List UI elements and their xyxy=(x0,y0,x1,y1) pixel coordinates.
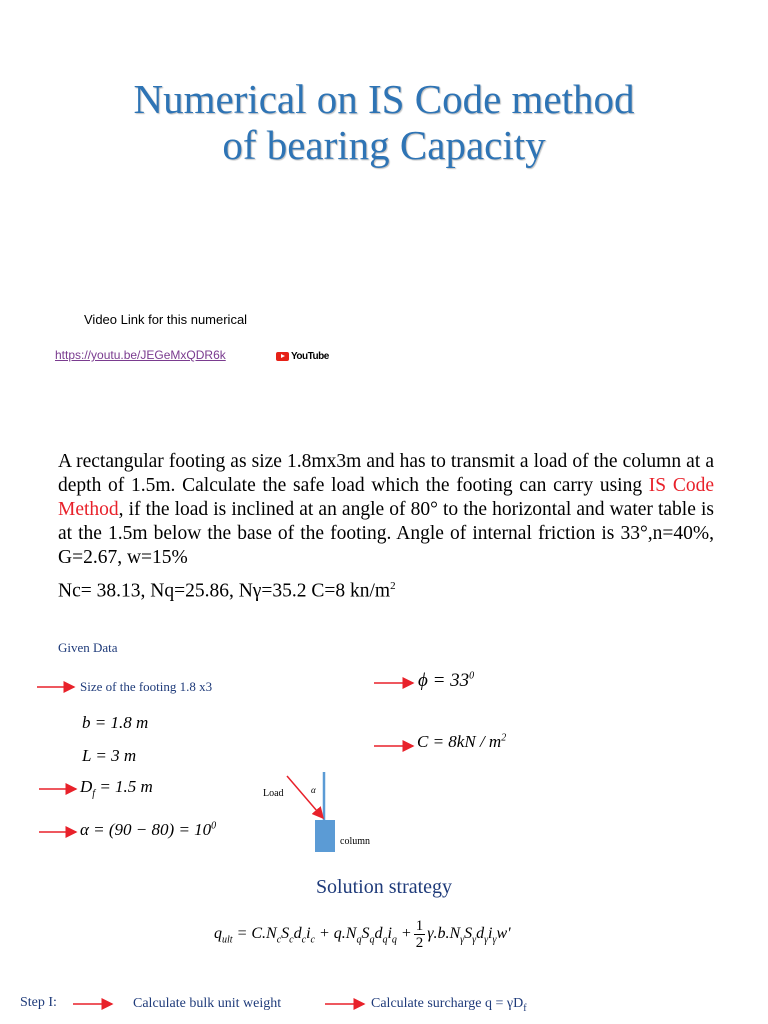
page-title xyxy=(0,76,768,168)
title-line-2: of bearing Capacity xyxy=(222,122,546,168)
alpha-value xyxy=(80,820,216,840)
arrow-icon xyxy=(38,783,78,795)
C-sup: 2 xyxy=(501,732,507,744)
step-2-text xyxy=(371,996,527,1014)
footing-size: Size of the footing 1.8 x3 xyxy=(80,679,213,694)
step-2-main: Calculate surcharge q = γD xyxy=(371,996,524,1011)
coefficients-text: Nc= 38.13, Nq=25.86, Nγ=35.2 C=8 kn/m xyxy=(58,580,391,602)
coefficients xyxy=(58,580,396,603)
phi-text: ϕ = 33 xyxy=(418,670,470,691)
b-value: b = 1.8 m xyxy=(82,713,149,732)
given-data-heading: Given Data xyxy=(58,640,118,655)
arrow-icon xyxy=(373,677,415,689)
C-value xyxy=(417,732,506,752)
eq-frac-num: 1 xyxy=(415,918,424,934)
Df-symbol: D xyxy=(80,777,93,796)
column-block xyxy=(315,820,335,852)
problem-part-2: , if the load is inclined at an angle of 80° to the horizontal and water table is at the 1.5m below the base of the footing. Angle of internal friction is 33°,n=40%, G=2.67, w=15% xyxy=(58,499,714,568)
inclined-load-arrow xyxy=(287,776,323,818)
arrow-icon xyxy=(72,998,114,1010)
video-label: Video Link for this numerical xyxy=(84,312,248,327)
video-link[interactable]: https://youtu.be/JEGeMxQDR6k xyxy=(55,348,226,362)
alpha-text: α = (90 − 80) = 10 xyxy=(80,820,212,839)
solution-heading: Solution strategy xyxy=(315,876,453,898)
eq-end: w' xyxy=(496,925,511,943)
arrow-icon xyxy=(36,681,76,693)
problem-part-1: A rectangular footing as size 1.8mx3m and has to transmit a load of the column at a depth of 1.5m. Calculate the safe load which the footing can carry using xyxy=(58,451,714,496)
column-label: column xyxy=(340,836,370,847)
Df-subscript: f xyxy=(92,788,96,800)
L-value: L = 3 m xyxy=(82,746,137,765)
coefficients-sup: 2 xyxy=(390,580,396,592)
alpha-sup: 0 xyxy=(211,820,217,832)
eq-fraction xyxy=(414,918,426,951)
C-text: C = 8kN / m xyxy=(417,732,502,751)
Df-value xyxy=(80,777,153,799)
youtube-play-icon xyxy=(276,352,289,361)
eq-ult-sub: ult xyxy=(222,934,233,946)
youtube-logo[interactable] xyxy=(276,351,329,362)
title-line-1: Numerical on IS Code method xyxy=(133,76,635,122)
youtube-brand-text: YouTube xyxy=(291,351,329,362)
load-label: Load xyxy=(263,788,284,799)
problem-highlight: IS Code Method xyxy=(58,475,715,520)
step-1-text: Calculate bulk unit weight xyxy=(133,996,282,1011)
bearing-capacity-equation: $q_{ult} = C.N_cS_cd_ci_c + q.N_qS_qd_qi_q$ + $\frac{1}{2}$ $\gamma.b.N_\gamma S_\gamma d_\gamma i_\gamma w'$ xyxy=(214,918,511,951)
eq-part-3: γ.b.N xyxy=(427,925,461,943)
step-2-sub: f xyxy=(523,1002,527,1014)
arrow-icon xyxy=(373,740,415,752)
arrow-icon xyxy=(38,826,78,838)
arrow-icon xyxy=(324,998,366,1010)
alpha-label: α xyxy=(311,785,316,795)
problem-statement xyxy=(58,450,714,570)
eq-part-1: = C.N xyxy=(232,925,277,943)
Df-rhs: = 1.5 m xyxy=(95,777,153,796)
phi-value xyxy=(418,670,474,692)
step-label: Step I: xyxy=(20,995,57,1010)
eq-q: q xyxy=(214,925,222,943)
eq-part-2: + q.N xyxy=(314,925,357,943)
eq-frac-den: 2 xyxy=(415,935,424,951)
phi-sup: 0 xyxy=(469,670,475,682)
